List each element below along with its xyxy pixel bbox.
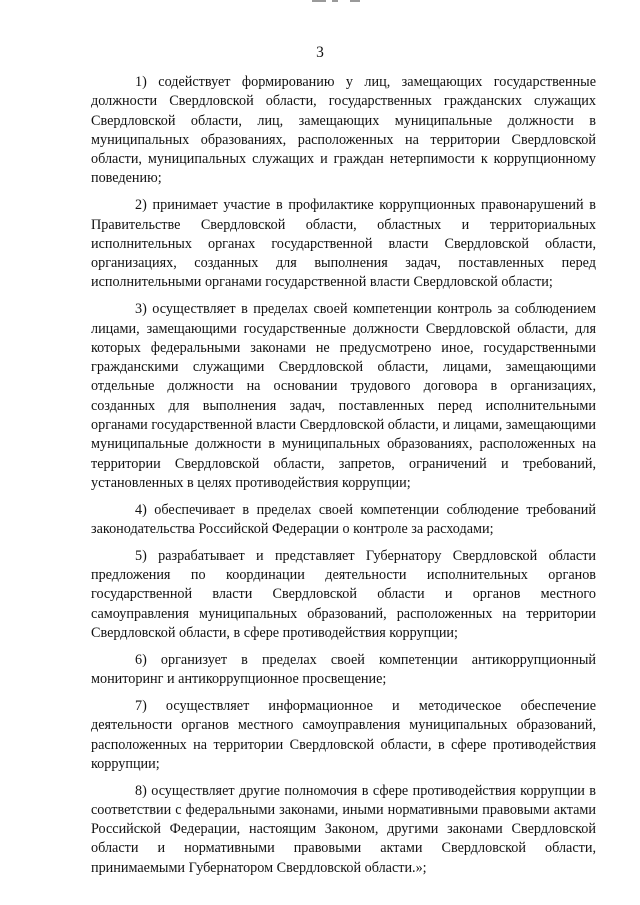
paragraph-item-6: 6) организует в пределах своей компетенции антикоррупционный мониторинг и антикоррупционное просвещение; xyxy=(91,651,596,688)
scan-artifact-mark xyxy=(350,0,360,2)
paragraph-item-2: 2) принимает участие в профилактике коррупционных правонарушений в Правительстве Свердловской области, областных и территориальных исполнительных органах государственной власти Свердловской области, организациях, созданных для выполнения задач, поставленных перед исполнительными органами государственной власти Свердловской области; xyxy=(91,197,596,291)
page-number: 3 xyxy=(316,44,324,61)
paragraph-item-1: 1) содействует формированию у лиц, замещающих государственные должности Свердловской области, государственных гражданских служащих Свердловской области, лиц, замещающих муниципальные должности в муниципальных образованиях, расположенных на территории Свердловской области, муниципальных служащих и граждан нетерпимости к коррупционному поведению; xyxy=(91,74,596,187)
document-body xyxy=(91,73,596,886)
paragraph-item-7: 7) осуществляет информационное и методическое обеспечение деятельности органов местного самоуправления муниципальных образований, расположенных на территории Свердловской области, в сфере противодействия коррупции; xyxy=(91,697,596,772)
paragraph-item-5: 5) разрабатывает и представляет Губернатору Свердловской области предложения по координации деятельности исполнительных органов государственной власти Свердловской области и органов местного самоуправления муниципальных образований, расположенных на территории Свердловской области, в сфере противодействия коррупции; xyxy=(91,547,596,642)
paragraph-item-8: 8) осуществляет другие полномочия в сфере противодействия коррупции в соответствии с федеральными законами, иными нормативными правовыми актами Российской Федерации, настоящим Законом, другими законами Свердловской области и нормативными правовыми актами Свердловской области, принимаемыми Губернатором Свердловской области.»; xyxy=(91,782,596,876)
paragraph-item-3: 3) осуществляет в пределах своей компетенции контроль за соблюдением лицами, замещающими государственные должности Свердловской области, для которых федеральными законами не предусмотрено иное, государственными гражданскими служащими Свердловской области, лицами, замещающими отдельные должности на основании трудового договора в организациях, созданных для выполнения задач, поставленных перед исполнительными органами государственной власти Свердловской области, и лицами, замещающими муниципальные должности в муниципальных образованиях, расположенных на территории Свердловской области, запретов, ограничений и требований, установленных в целях противодействия коррупции; xyxy=(91,301,596,491)
scan-artifact-mark xyxy=(312,0,326,2)
scan-artifact-mark xyxy=(332,0,338,2)
paragraph-item-4: 4) обеспечивает в пределах своей компетенции соблюдение требований законодательства Российской Федерации о контроле за расходами; xyxy=(91,501,596,538)
